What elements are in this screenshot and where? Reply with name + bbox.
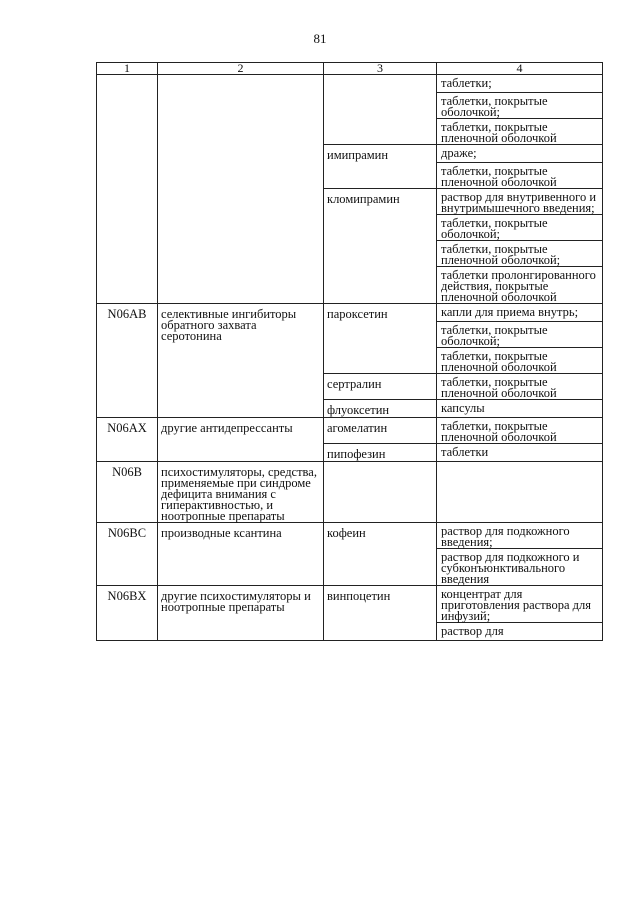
dosage-form: раствор для подкожного введения; [441, 524, 570, 549]
atc-code-cell: N06AB [97, 304, 158, 418]
dosage-forms-cell [437, 374, 603, 400]
dosage-form: таблетки, покрытые оболочкой; [437, 214, 602, 240]
dosage-form [437, 462, 602, 479]
table-row [97, 304, 603, 374]
atc-code-cell: N06AX [97, 418, 158, 462]
drug-name-cell: сертралин [324, 374, 437, 400]
group-name-cell: другие психостимуляторы и ноотропные препараты [158, 586, 324, 641]
dosage-form: таблетки, покрытые пленочной оболочкой [441, 375, 557, 400]
page-number: 81 [313, 31, 327, 46]
drug-name-cell: кломипрамин [324, 189, 437, 304]
atc-code-cell: N06B [97, 462, 158, 523]
dosage-form: таблетки, покрытые пленочной оболочкой [437, 118, 602, 144]
table-body [97, 75, 603, 641]
drug-name-cell [324, 75, 437, 145]
drug-name-cell: пароксетин [324, 304, 437, 374]
dosage-forms-cell [437, 304, 603, 374]
dosage-form: капсулы [441, 401, 485, 415]
dosage-form: таблетки, покрытые оболочкой; [437, 321, 602, 347]
dosage-forms-cell [437, 418, 603, 444]
dosage-form: таблетки, покрытые пленочной оболочкой [437, 347, 602, 373]
dosage-forms-cell [437, 586, 603, 641]
atc-code-cell: N06BX [97, 586, 158, 641]
dosage-forms-cell [437, 523, 603, 586]
dosage-form: раствор для внутривенного и внутримышечного введения; [441, 190, 597, 215]
dosage-form: концентрат для приготовления раствора для инфузий; [441, 587, 591, 623]
drug-name-cell [324, 462, 437, 523]
dosage-form: таблетки, покрытые оболочкой; [437, 92, 602, 118]
atc-code-cell: N06BC [97, 523, 158, 586]
dosage-forms-cell [437, 400, 603, 418]
dosage-form: таблетки пролонгированного действия, покрытые пленочной оболочкой [437, 266, 602, 303]
table-row [97, 418, 603, 444]
dosage-form: таблетки; [441, 76, 492, 90]
dosage-forms-cell [437, 189, 603, 304]
table-row [97, 523, 603, 586]
dosage-form: раствор для подкожного и субконъюнктивального введения [437, 548, 602, 585]
dosage-form: таблетки, покрытые пленочной оболочкой [437, 162, 602, 188]
dosage-forms-cell [437, 444, 603, 462]
dosage-forms-cell [437, 462, 603, 523]
drug-name-cell: имипрамин [324, 145, 437, 189]
dosage-form: таблетки [441, 445, 489, 459]
drug-name-cell: агомелатин [324, 418, 437, 444]
header-col-4: 4 [437, 63, 603, 75]
drug-name-cell: кофеин [324, 523, 437, 586]
group-name-cell: психостимуляторы, средства, применяемые при синдроме дефицита внимания с гиперактивностью, и ноотропные препараты [158, 462, 324, 523]
dosage-form: таблетки, покрытые пленочной оболочкой; [437, 240, 602, 266]
dosage-forms-cell [437, 145, 603, 189]
dosage-form: капли для приема внутрь; [441, 305, 579, 319]
group-name-cell: производные ксантина [158, 523, 324, 586]
dosage-form: раствор для [437, 622, 602, 640]
table-row [97, 462, 603, 523]
group-name-cell: селективные ингибиторы обратного захвата серотонина [158, 304, 324, 418]
group-name-cell: другие антидепрессанты [158, 418, 324, 462]
drug-table [96, 62, 603, 641]
table-row [97, 586, 603, 641]
dosage-forms-cell [437, 75, 603, 145]
table-row [97, 75, 603, 145]
table-header-row [97, 63, 603, 75]
header-col-3: 3 [324, 63, 437, 75]
dosage-form: таблетки, покрытые пленочной оболочкой [441, 419, 557, 444]
header-col-1: 1 [97, 63, 158, 75]
drug-name-cell: пипофезин [324, 444, 437, 462]
atc-code-cell [97, 75, 158, 304]
drug-name-cell: винпоцетин [324, 586, 437, 641]
group-name-cell [158, 75, 324, 304]
dosage-form: драже; [441, 146, 477, 160]
header-col-2: 2 [158, 63, 324, 75]
drug-name-cell: флуоксетин [324, 400, 437, 418]
